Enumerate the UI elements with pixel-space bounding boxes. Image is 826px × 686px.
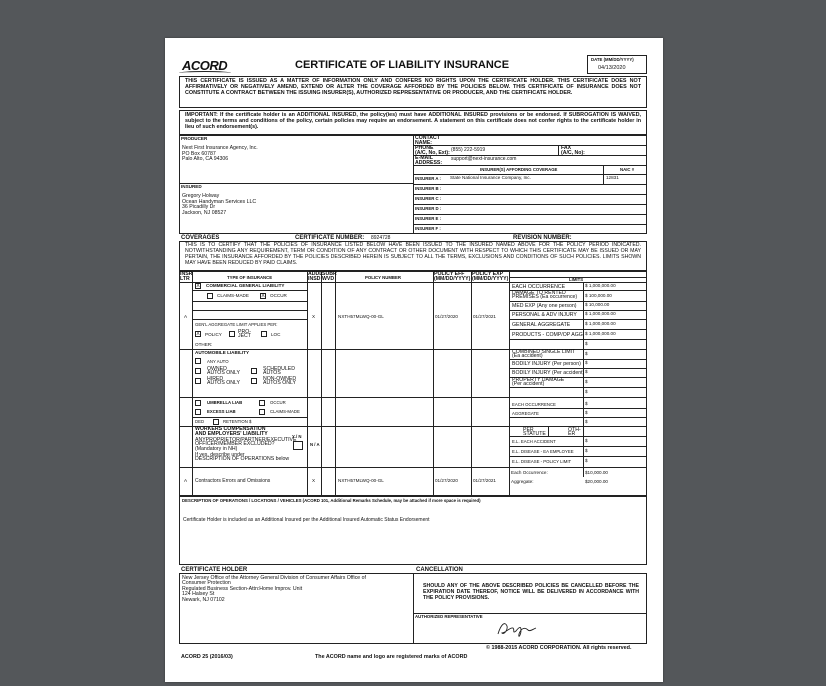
col-policy-number: POLICY NUMBER (365, 275, 401, 280)
eo-title: Contractors Errors and Omissions (195, 478, 271, 484)
workers-yn-box[interactable] (293, 441, 303, 450)
coverages-label: COVERAGES (181, 235, 220, 241)
gl-eff: 01/27/2020 (435, 314, 458, 319)
col-subr: SUBR WVD (322, 271, 337, 282)
scheduled-label: SCHEDULED AUTOS (263, 366, 295, 377)
gl-policy-number: NXTH57MLWQ-00-GL (338, 314, 384, 319)
eo-limit1-value: $10,000.00 (585, 470, 608, 475)
gl-limit-label: PERSONAL & ADV INJURY (512, 312, 577, 318)
gl-ltr: A (184, 314, 188, 319)
copyright: © 1988-2015 ACORD CORPORATION. All rights reserved. (486, 645, 632, 651)
naic-header: NAIC # (620, 167, 635, 172)
workers-limit-label: E.L. EACH ACCIDENT (512, 439, 556, 444)
producer-address: Next First Insurance Agency, Inc. PO Box 60787 Palo Alto, CA 94306 (182, 145, 258, 162)
certificate-holder-label: CERTIFICATE HOLDER (181, 567, 248, 573)
cancellation-text: SHOULD ANY OF THE ABOVE DESCRIBED POLICIES BE CANCELLED BEFORE THE EXPIRATION DATE THEREOF, NOTICE WILL BE DELIVERED IN ACCORDANCE WITH THE POLICY PROVISIONS. (423, 583, 639, 601)
gl-limit-label: MED EXP (Any one person) (512, 303, 577, 309)
gl-limit-value: $ (585, 341, 588, 346)
cert-number-label: CERTIFICATE NUMBER: (295, 235, 365, 241)
gl-addl: X (312, 314, 316, 319)
workers-desc: If yes, describe under DESCRIPTION OF OPERATIONS below (195, 452, 290, 463)
workers-limit-label: E.L. DISEASE - EA EMPLOYEE (512, 449, 574, 454)
auto-limit-value: $ (585, 369, 588, 374)
producer-label: PRODUCER (181, 136, 208, 141)
insurer-b-label: INSURER B : (415, 186, 442, 191)
umbrella-claims-made-checkbox[interactable] (259, 409, 265, 415)
claims-made-label: CLAIMS-MADE (217, 293, 249, 298)
insurer-a-naic: 12831 (606, 175, 619, 180)
eo-addl: X (312, 478, 316, 483)
holder-address: New Jersey Office of the Attorney General Division of Consumer Affairs Office of Consumer Protection Regulated Business Section-Attn:Home Improv. Unit 124 Halsey St Newark, NJ 07102 (182, 575, 366, 603)
logo-swoosh (179, 71, 231, 75)
coverages-intro-box (179, 241, 647, 271)
umbrella-limit-label: AGGREGATE (512, 411, 539, 416)
workers-question: ANYPROPRIETOR/PARTNER/EXECUTIVE OFFICER/MEMBER EXCLUDED? (Mandatory in NH) (195, 437, 297, 452)
auto-limit-value: $ (585, 389, 588, 394)
oth-er-label: OTH- ER (568, 427, 581, 438)
insurers-header: INSURER(S) AFFORDING COVERAGE (480, 167, 558, 172)
other-label: OTHER: (195, 342, 213, 347)
owned-label: OWNED AUTOS ONLY (207, 366, 240, 377)
umbrella-limit-value: $ (585, 410, 588, 415)
eo-limit1-label: Each Occurrence: (511, 470, 548, 475)
date-box (587, 55, 647, 74)
workers-title: WORKERS COMPENSATION AND EMPLOYERS' LIABILITY (195, 426, 268, 437)
phone-label: PHONE (A/C, No, Ext): (415, 145, 450, 156)
non-owned-label: NON-OWNED AUTOS ONLY (263, 376, 297, 387)
auto-limit-value: $ (585, 360, 588, 365)
any-auto-checkbox[interactable] (195, 358, 201, 364)
auto-limit-value: $ (585, 379, 588, 384)
description-box (179, 496, 647, 565)
notice-text: THIS CERTIFICATE IS ISSUED AS A MATTER OF INFORMATION ONLY AND CONFERS NO RIGHTS UPON THE CERTIFICATE HOLDER. THIS CERTIFICATE DOES NOT AFFIRMATIVELY OR NEGATIVELY AMEND, EXTEND OR ALTER THE COVERAGE AFFORDED BY THE POLICIES BELOW. THIS CERTIFICATE OF INSURANCE DOES NOT CONSTITUTE A CONTRACT BETWEEN THE ISSUING INSURER(S), AUTHORIZED REPRESENTATIVE OR PRODUCER, AND THE CERTIFICATE HOLDER. (185, 78, 641, 96)
policy-label: POLICY (205, 332, 222, 337)
gl-limit-value: $ 1,000,000.00 (585, 283, 616, 288)
retention-checkbox[interactable] (213, 419, 219, 425)
insured-address: Gregory Holway Ocean Handyman Services LLC 36 Picadilly Dr Jackson, NJ 08527 (182, 193, 257, 216)
col-type: TYPE OF INSURANCE (227, 275, 273, 280)
insurer-e-label: INSURER E : (415, 216, 442, 221)
phone-value: (855) 222-5919 (451, 147, 486, 153)
cancellation-label: CANCELLATION (416, 567, 463, 573)
gl-limit-value: $ 100,000.00 (585, 293, 612, 298)
col-insr-ltr: INSR LTR (180, 271, 193, 282)
auto-limit-label: PROPERTY DAMAGE (Per accident) (512, 377, 565, 388)
project-checkbox[interactable] (229, 331, 235, 337)
workers-limit-label: E.L. DISEASE - POLICY LIMIT (512, 459, 572, 464)
occur-label: OCCUR (270, 293, 287, 298)
umbrella-checkbox[interactable] (195, 400, 201, 406)
occur-checkbox[interactable]: X (261, 293, 265, 299)
umbrella-label: UMBRELLA LIAB (207, 400, 243, 405)
email-label: E-MAIL ADDRESS: (415, 155, 443, 166)
any-auto-label: ANY AUTO (207, 359, 229, 364)
important-text: IMPORTANT: If the certificate holder is an ADDITIONAL INSURED, the policy(ies) must have ADDITIONAL INSURED provisions or be endorsed. If SUBROGATION IS WAIVED, subject to the terms and conditions of the policy, certain policies may require an endorsement. A statement on this certificate does not confer rights to the certificate holder in lieu of such endorsement(s). (185, 112, 641, 130)
eo-ltr: A (184, 478, 188, 483)
policy-checkbox[interactable]: X (196, 331, 200, 337)
important-box (179, 110, 647, 135)
coverages-intro: THIS IS TO CERTIFY THAT THE POLICIES OF INSURANCE LISTED BELOW HAVE BEEN ISSUED TO THE INSURED NAMED ABOVE FOR THE POLICY PERIOD INDICATED. NOTWITHSTANDING ANY REQUIREMENT, TERM OR CONDITION OF ANY CONTRACT OR OTHER DOCUMENT WITH RESPECT TO WHICH THIS CERTIFICATE MAY BE ISSUED OR MAY PERTAIN, THE INSURANCE AFFORDED BY THE POLICIES DESCRIBED HEREIN IS SUBJECT TO ALL THE TERMS, EXCLUSIONS AND CONDITIONS OF SUCH POLICIES. LIMITS SHOWN MAY HAVE BEEN REDUCED BY PAID CLAIMS. (185, 242, 641, 266)
email-value: support@next-insurance.com (451, 156, 517, 162)
auto-limit-label: BODILY INJURY (Per person) (512, 361, 581, 367)
insurer-c-label: INSURER C : (415, 196, 442, 201)
umbrella-limit-value: $ (585, 401, 588, 406)
non-owned-checkbox[interactable] (251, 378, 257, 384)
gl-limit-label: PRODUCTS - COMP/OP AGG (512, 332, 583, 338)
umbrella-limit-label: EACH OCCURRENCE (512, 402, 556, 407)
form-title: CERTIFICATE OF LIABILITY INSURANCE (295, 59, 510, 71)
description-text: Certificate Holder is included as an Additional Insured per the Additional Insured Automatic Status Endorsement (183, 517, 430, 523)
agg-applies-label: GEN'L AGGREGATE LIMIT APPLIES PER: (195, 322, 278, 327)
per-statute-label: PER STATUTE (523, 427, 546, 438)
col-eff: POLICY EFF (MM/DD/YYYY) (434, 271, 471, 282)
owned-checkbox[interactable] (195, 368, 201, 374)
eo-eff: 01/27/2020 (435, 478, 458, 483)
gl-limit-label: EACH OCCURRENCE (512, 284, 566, 290)
retention-label: RETENTION $ (223, 419, 252, 424)
revision-number-label: REVISION NUMBER: (513, 235, 572, 241)
hired-checkbox[interactable] (195, 378, 201, 384)
eo-policy-number: NXTH57MLWQ-00-GL (338, 478, 384, 483)
gl-limit-value: $ 1,000,000.00 (585, 311, 616, 316)
col-limits: LIMITS (569, 277, 584, 282)
loc-label: LOC (271, 332, 281, 337)
eo-exp: 01/27/2021 (473, 478, 496, 483)
auto-limit-label: COMBINED SINGLE LIMIT (Ea accident) (512, 349, 576, 360)
eo-limit2-label: Aggregate: (511, 479, 534, 484)
hired-label: HIRED AUTOS ONLY (207, 376, 240, 387)
signature-icon (495, 618, 541, 640)
workers-na: N / A (310, 442, 320, 447)
gl-limit-value: $ 10,000.00 (585, 302, 610, 307)
project-label: PRO- JECT (238, 329, 251, 340)
gl-limit-label: DAMAGE TO RENTED PREMISES (Ea occurrence) (512, 290, 578, 301)
workers-yn: Y / N (292, 434, 302, 439)
fax-label: FAX (A/C, No): (561, 145, 585, 156)
contact-name-label: CONTACT NAME: (415, 135, 440, 146)
gl-limit-label: GENERAL AGGREGATE (512, 322, 571, 328)
loc-checkbox[interactable] (261, 331, 267, 337)
auto-title: AUTOMOBILE LIABILITY (195, 350, 250, 355)
gl-limit-value: $ 1,000,000.00 (585, 331, 616, 336)
col-exp: POLICY EXP (MM/DD/YYYY) (472, 271, 509, 282)
workers-limit-value: $ (585, 438, 588, 443)
date-label: DATE (MM/DD/YYYY) (591, 57, 634, 62)
certificate-page (165, 38, 663, 682)
workers-limit-value: $ (585, 448, 588, 453)
col-addl: ADDL INSD (308, 271, 323, 282)
umbrella-occur-checkbox[interactable] (259, 400, 265, 406)
gl-exp: 01/27/2021 (473, 314, 496, 319)
workers-limit-value: $ (585, 458, 588, 463)
insurer-f-label: INSURER F : (415, 226, 441, 231)
gl-title: COMMERCIAL GENERAL LIABILITY (206, 283, 285, 288)
cert-number-value: 8924728 (371, 235, 391, 241)
auto-limit-label: BODILY INJURY (Per accident) (512, 370, 585, 376)
umbrella-occur-label: OCCUR (270, 400, 286, 405)
claims-made-checkbox[interactable] (207, 293, 213, 299)
umbrella-claims-made-label: CLAIMS-MADE (270, 409, 300, 414)
ded-label: DED (195, 419, 205, 424)
insurer-a-label: INSURER A : (415, 176, 441, 181)
insurer-a-name: State National Insurance Company, Inc. (450, 175, 531, 180)
insurer-d-label: INSURER D : (415, 206, 442, 211)
excess-label: EXCESS LIAB (207, 409, 236, 414)
excess-checkbox[interactable] (195, 409, 201, 415)
insured-label: INSURED (181, 184, 202, 189)
date-value: 04/13/2020 (598, 65, 626, 71)
acord-logo: ACORD (182, 58, 228, 73)
gl-checkbox[interactable]: X (196, 283, 200, 289)
notice-box (179, 76, 647, 108)
umbrella-limit-value: $ (585, 419, 588, 424)
gl-limit-value: $ 1,000,000.00 (585, 321, 616, 326)
description-label: DESCRIPTION OF OPERATIONS / LOCATIONS / VEHICLES (ACORD 101, Additional Remarks Schedule, may be attached if more space is required) (182, 498, 481, 503)
authorized-rep-label: AUTHORIZED REPRESENTATIVE (415, 614, 483, 619)
form-id: ACORD 25 (2016/03) (181, 654, 233, 660)
scheduled-checkbox[interactable] (251, 368, 257, 374)
trademark: The ACORD name and logo are registered marks of ACORD (315, 654, 468, 660)
eo-limit2-value: $20,000.00 (585, 479, 608, 484)
auto-limit-value: $ (585, 351, 588, 356)
